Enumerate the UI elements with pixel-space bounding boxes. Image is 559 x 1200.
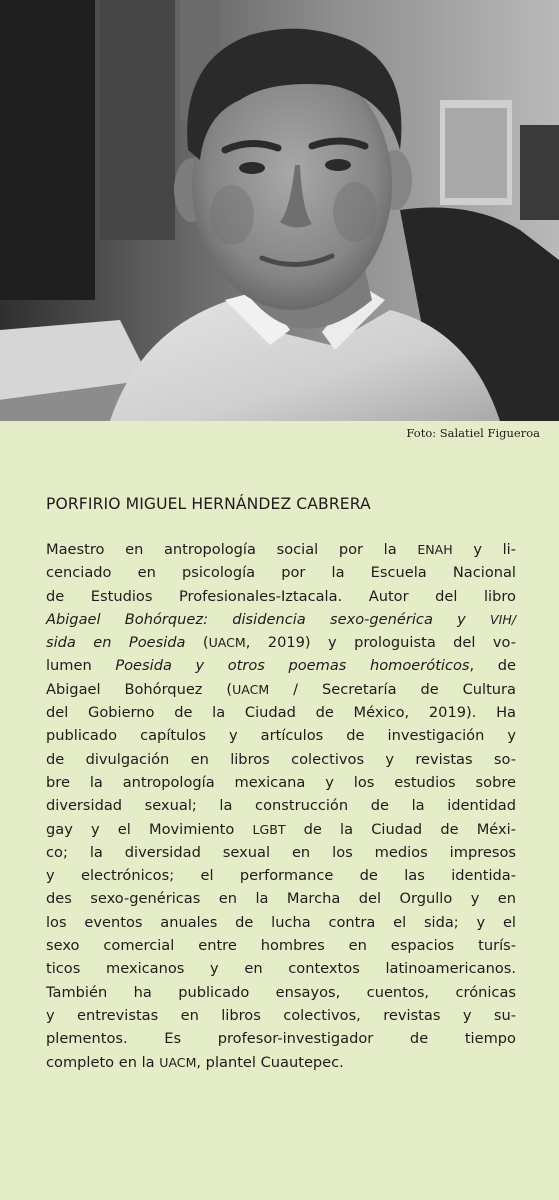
bio-text-segment: des sexo-genéricas en la Marcha del Orgullo y en	[46, 890, 516, 908]
bio-text-segment: Abigael Bohórquez (	[46, 680, 233, 698]
bio-line	[46, 631, 516, 654]
bio-line	[46, 794, 516, 817]
bio-line	[46, 1027, 516, 1050]
bio-text-segment: de la Ciudad de Méxi-	[285, 820, 516, 838]
bio-text-segment: co; la diversidad sexual en los medios impresos	[46, 843, 516, 861]
bio-text-segment: sexo comercial entre hombres en espacios turís-	[46, 937, 516, 955]
bio-line	[46, 1004, 516, 1027]
bio-text-segment: UACM	[232, 681, 270, 697]
bio-line	[46, 1051, 516, 1074]
author-name: PORFIRIO MIGUEL HERNÁNDEZ CABRERA	[46, 495, 371, 513]
bio-text-segment: Maestro en antropología social por la	[46, 541, 418, 558]
bio-text-segment: UACM	[208, 635, 246, 651]
bio-text-segment: También ha publicado ensayos, cuentos, crónicas	[46, 983, 516, 1001]
bio-text-segment: bre la antropología mexicana y los estudios sobre	[46, 773, 516, 791]
bio-text-segment: de divulgación en libros colectivos y revistas so-	[46, 750, 516, 768]
bio-text-segment: / Secretaría de Cultura	[269, 680, 517, 698]
bio-line	[46, 585, 516, 608]
bio-text-segment: plementos. Es profesor-investigador de tiempo	[46, 1030, 516, 1048]
bio-line	[46, 771, 516, 794]
bio-text-segment: ENAH	[417, 542, 453, 557]
bio-text-segment: VIH/	[490, 611, 516, 627]
bio-text-segment: completo en la	[46, 1053, 160, 1071]
bio-text-segment: de Estudios Profesionales-Iztacala. Autor del libro	[46, 587, 516, 605]
bio-text-segment: cenciado en psicología por la Escuela Nacional	[46, 564, 516, 582]
bio-text-segment: UACM	[159, 1054, 197, 1070]
bio-text-segment: lumen	[46, 657, 116, 675]
bio-text-segment: , de	[469, 657, 516, 675]
author-biography	[46, 538, 516, 1074]
bio-text-segment: diversidad sexual; la construcción de la identidad	[46, 797, 516, 815]
bio-text-segment: del Gobierno de la Ciudad de México, 2019). Ha	[46, 704, 516, 722]
bio-text-segment: LGBT	[252, 821, 286, 837]
bio-line	[46, 841, 516, 864]
bio-text-segment: gay y el Movimiento	[46, 820, 253, 838]
bio-text-segment: sida en Poesida	[46, 634, 186, 652]
bio-text-segment: y entrevistas en libros colectivos, revistas y su-	[46, 1006, 516, 1024]
bio-text-segment: Abigael Bohórquez: disidencia sexo-genérica y	[46, 610, 491, 628]
bio-line	[46, 654, 516, 677]
bio-text-segment: ticos mexicanos y en contextos latinoamericanos.	[46, 960, 516, 978]
bio-line	[46, 934, 516, 957]
author-photo	[0, 0, 559, 421]
bio-line	[46, 561, 516, 584]
bio-line	[46, 608, 516, 631]
bio-line	[46, 701, 516, 724]
bio-text-segment: y electrónicos; el performance de las identida-	[46, 867, 516, 885]
bio-text-segment: publicado capítulos y artículos de investigación y	[46, 727, 516, 745]
bio-line	[46, 538, 516, 561]
bio-text-segment: y li-	[452, 541, 517, 558]
bio-line	[46, 818, 516, 841]
bio-line	[46, 981, 516, 1004]
bio-text-segment: los eventos anuales de lucha contra el sida; y el	[46, 913, 516, 931]
bio-line	[46, 957, 516, 980]
bio-line	[46, 864, 516, 887]
bio-line	[46, 678, 516, 701]
photo-credit: Foto: Salatiel Figueroa	[406, 426, 540, 440]
bio-text-segment: Poesida y otros poemas homoeróticos	[115, 657, 470, 675]
bio-line	[46, 748, 516, 771]
bio-line	[46, 724, 516, 747]
bio-text-segment: , 2019) y prologuista del vo-	[245, 634, 516, 652]
bio-text-segment: , plantel Cuautepec.	[196, 1053, 344, 1071]
bio-text-segment: (	[185, 634, 209, 652]
bio-line	[46, 887, 516, 910]
author-portrait-illustration	[0, 0, 559, 421]
bio-line	[46, 911, 516, 934]
